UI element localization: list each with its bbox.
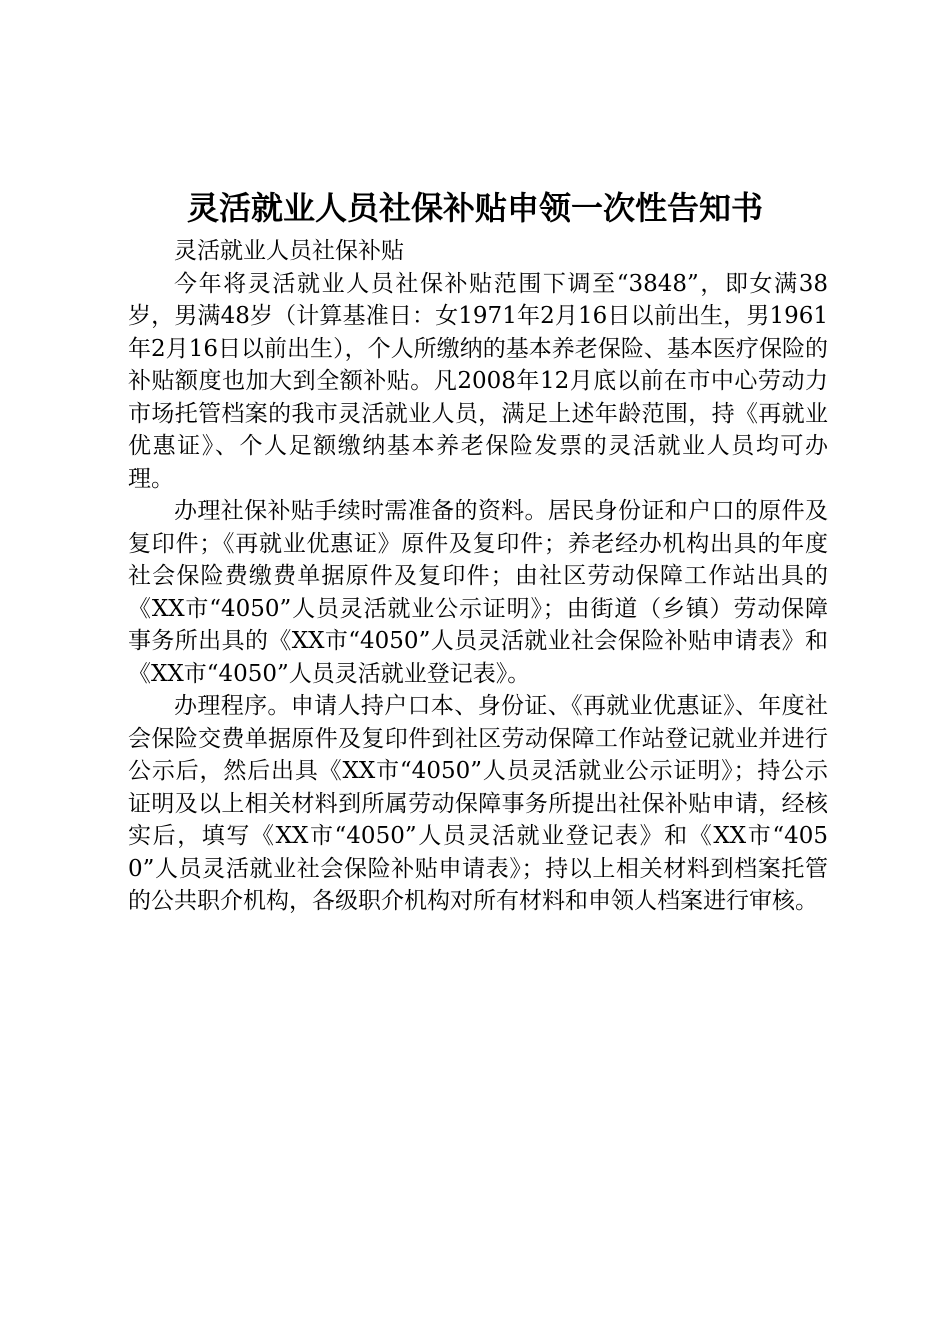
paragraph-procedure: 办理程序。申请人持户口本、身份证、《再就业优惠证》、年度社会保险交费单据原件及复印件到社区劳动保障工作站登记就业并进行公示后，然后出具《XX市“4050”人员灵活就业公示证明》；持公示证明及以上相关材料到所属劳动保障事务所提出社保补贴申请，经核实后，填写《XX市“4050”人员灵活就业登记表》和《XX市“4050”人员灵活就业社会保险补贴申请表》；持以上相关材料到档案托管的公共职介机构，各级职介机构对所有材料和申领人档案进行审核。 xyxy=(128,693,828,914)
document-subtitle: 灵活就业人员社保补贴 xyxy=(174,238,404,264)
paragraph-subsidy-scope: 今年将灵活就业人员社保补贴范围下调至“3848”，即女满38岁，男满48岁（计算基准日：女1971年2月16日以前出生，男1961年2月16日以前出生），个人所缴纳的基本养老保险、基本医疗保险的补贴额度也加大到全额补贴。凡2008年12月底以前在市中心劳动力市场托管档案的我市灵活就业人员，满足上述年龄范围，持《再就业优惠证》、个人足额缴纳基本养老保险发票的灵活就业人员均可办理。 xyxy=(128,270,828,492)
paragraph-required-materials: 办理社保补贴手续时需准备的资料。居民身份证和户口的原件及复印件；《再就业优惠证》原件及复印件；养老经办机构出具的年度社会保险费缴费单据原件及复印件；由社区劳动保障工作站出具的《XX市“4050”人员灵活就业公示证明》；由街道（乡镇）劳动保障事务所出具的《XX市“4050”人员灵活就业社会保险补贴申请表》和《XX市“4050”人员灵活就业登记表》。 xyxy=(128,498,828,687)
document-body xyxy=(128,235,828,918)
document-title: 灵活就业人员社保补贴申领一次性告知书 xyxy=(186,189,763,227)
